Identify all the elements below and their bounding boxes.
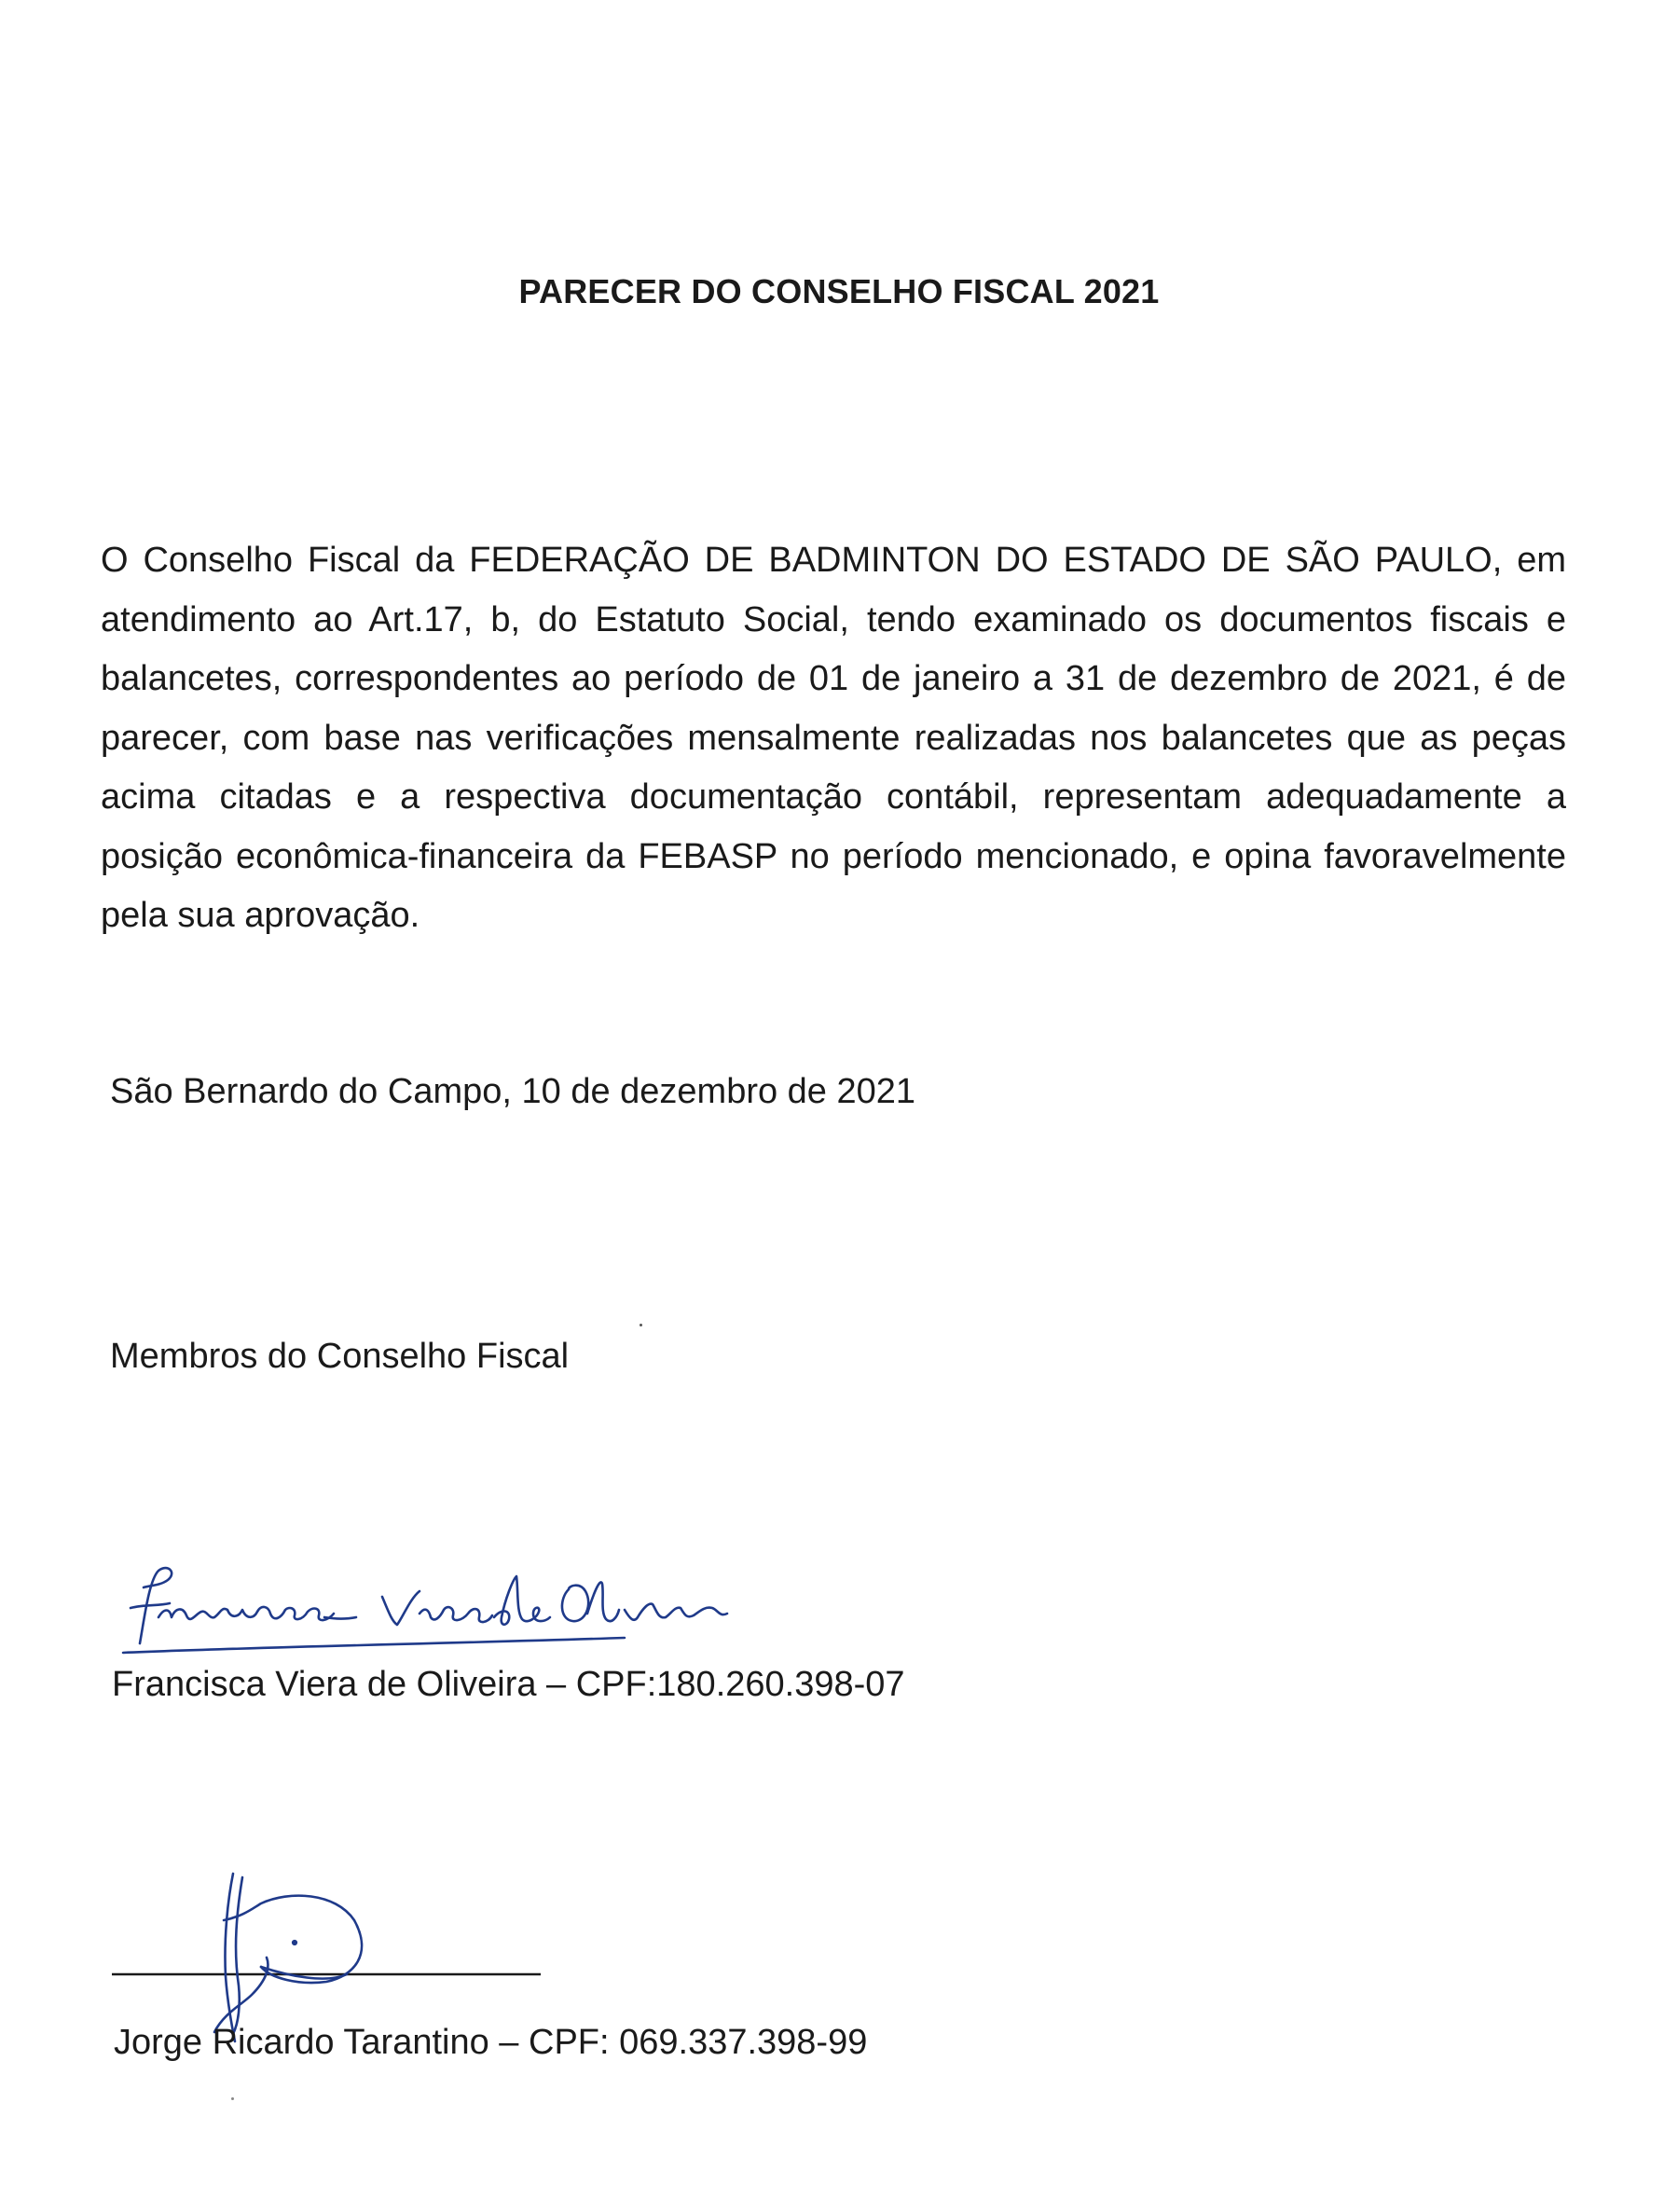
scan-speck <box>640 1324 642 1326</box>
signatory-2-name: Jorge Ricardo Tarantino – CPF: 069.337.398-99 <box>114 2023 868 2062</box>
place-date: São Bernardo do Campo, 10 de dezembro de 2021 <box>110 1072 916 1111</box>
body-paragraph: O Conselho Fiscal da FEDERAÇÃO DE BADMINTON DO ESTADO DE SÃO PAULO, em atendimento ao Art.17, b, do Estatuto Social, tendo examinado os documentos fiscais e balancetes, correspondentes ao período de 01 de janeiro a 31 de dezembro de 2021, é de parecer, com base nas verificações mensalmente realizadas nos balancetes que as peças acima citadas e a respectiva documentação contábil, representam adequadamente a posição econômica-financeira da FEBASP no período mencionado, e opina favoravelmente pela sua aprovação. <box>101 541 1566 935</box>
scan-speck <box>231 2097 234 2100</box>
signature-francisca <box>103 1552 886 1664</box>
signatory-1-name: Francisca Viera de Oliveira – CPF:180.260.398-07 <box>112 1665 905 1704</box>
members-heading: Membros do Conselho Fiscal <box>110 1337 570 1376</box>
document-title: PARECER DO CONSELHO FISCAL 2021 <box>518 272 1160 310</box>
